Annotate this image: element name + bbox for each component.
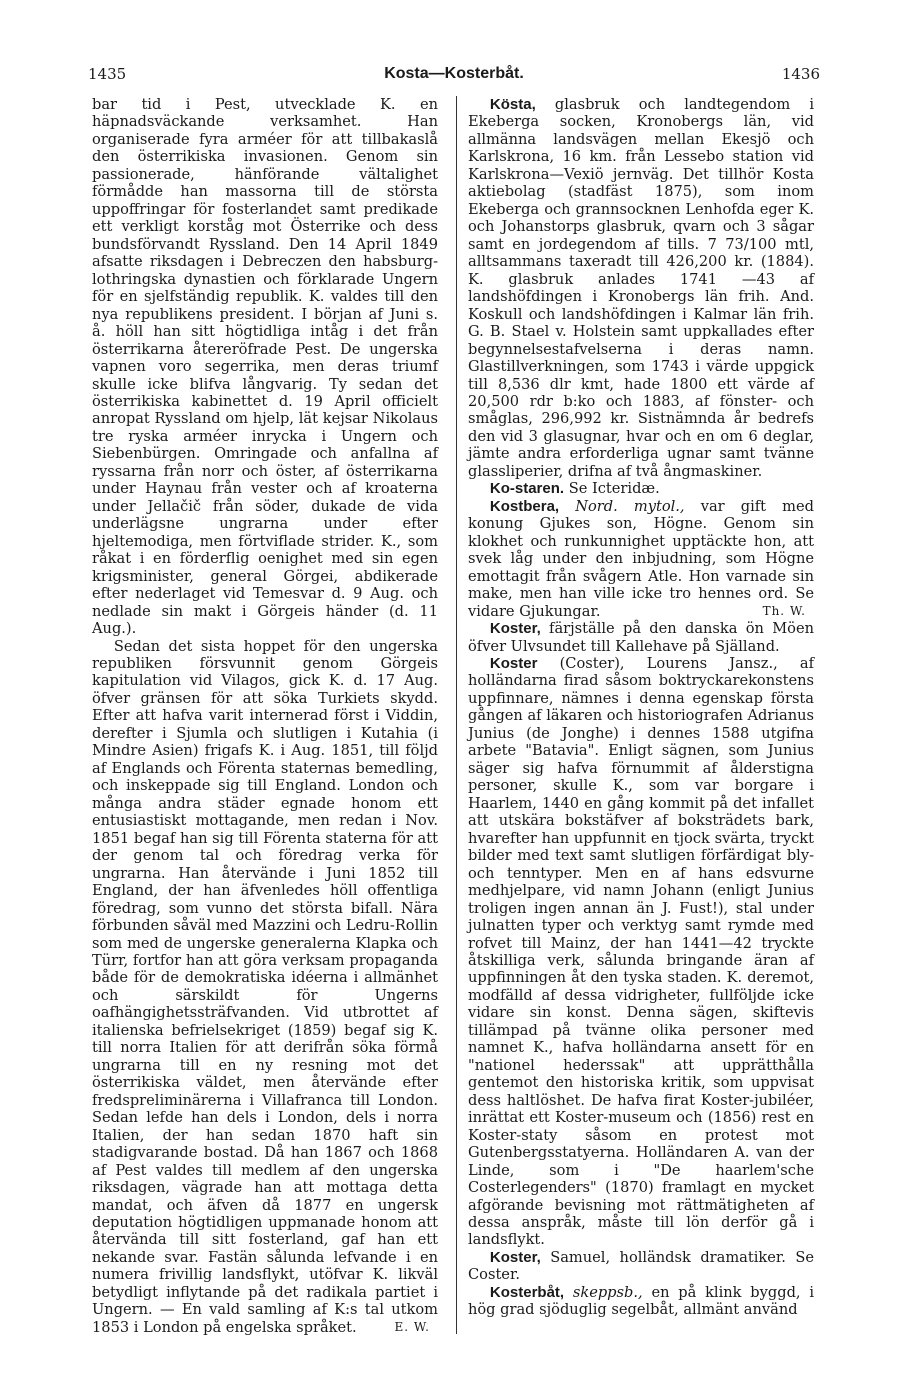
entry-text: Se Icteridæ. bbox=[568, 480, 660, 498]
entry-headword: Koster, bbox=[489, 1248, 541, 1266]
running-title: Kosta—Kosterbåt. bbox=[384, 65, 524, 82]
paragraph-kossuth-continued: bar tid i Pest, utvecklade K. en häpnadsväckande verksamhet. Han organiserade fyra arméer för att tillbakaslå den österrikiska invasionen. Genom sin passionerade, hänförande vältalighet förmådde han massorna till de största uppoffringar för fosterlandet samt predikade ett verkligt korståg mot Österrike och dess bundsförvandt Ryssland. Den 14 April 1849 afsatte riksdagen i Debreczen den habsburg-lothringska dynastien och förklarade Ungern för en sjelfständig republik. K. valdes till den nya republikens president. I början af Juni s. å. höll han sitt högtidliga intåg i det från österrikarna återeröfrade Pest. De ungerska vapnen voro segerrika, men deras triumf skulle icke blifva långvarig. Ty sedan det österrikiska kabinettet d. 19 April officielt anropat Ryssland om hjelp, lät kejsar Nikolaus tre ryska arméer inrycka i Ungern och Siebenbürgen. Omringade och anfallna af ryssarna från norr och öster, af österrikarna under Haynau från vester och af kroaterna under Jellačič från söder, dukade de vida underlägsne ungrarna under efter hjeltemodiga, men förtviflade strider. K., som råkat i en förderflig oenighet med sin egen krigsminister, general Görgei, abdikerade efter nederlaget vid Temesvar d. 9 Aug. och nedlade sin makt i Görgeis händer (d. 11 Aug.). bbox=[92, 96, 438, 638]
entry-headword: Kosterbåt, bbox=[489, 1283, 565, 1301]
author-signature: Th. W. bbox=[762, 603, 806, 618]
entry-text: färjställe på den danska ön Möen öfver Ulvsundet till Kallehave på Själland. bbox=[468, 620, 814, 655]
entry-headword: Koster, bbox=[489, 620, 541, 638]
entry-kostbera bbox=[468, 498, 814, 620]
page-number-left: 1435 bbox=[88, 65, 127, 83]
entry-text: en på klink byggd, i hög grad sjöduglig segelbåt, allmänt använd bbox=[468, 1283, 815, 1319]
page-number-right: 1436 bbox=[781, 65, 820, 83]
entry-category: Nord. mytol., bbox=[575, 497, 685, 515]
entry-text: glasbruk och landtegendom i Ekeberga socken, Kronobergs län, vid allmänna landsvägen mellan Ekesjö och Karlskrona, 16 km. från Lessebo station vid Karlskrona—Vexiö jernväg. Det tillhör Kosta aktiebolag (stadfäst 1875), som inom Ekeberga och grannsocknen Lenhofda eger K. och Johanstorps glasbruk, qvarn och 3 sågar samt en jordegendom af tills. 7 73/100 mtl, alltsammans taxeradt till 426,200 kr. (1884). K. glasbruk anlades 1741 —43 af landshöfdingen i Kronobergs län frih. And. Koskull och landshöfdingen i Kalmar län frih. G. B. Stael v. Holstein samt uppkallades efter begynnelsestafvelserna i deras namn. Glastillverkningen, som 1743 i värde uppgick till 8,536 dlr kmt, hade 1800 ett värde af 20,500 rdr b:ko och 1883, af fönster- och småglas, 296,992 kr. Sistnämnda år bedrefs den vid 3 glasugnar, hvar och en om 6 deglar, jämte andra erforderliga ugnar samt tvänne glassliperier, drifna af två ångmaskiner. bbox=[468, 96, 814, 480]
entry-ko-staren bbox=[468, 480, 814, 497]
column-divider bbox=[456, 96, 457, 1334]
right-column bbox=[468, 96, 814, 1319]
entry-koster-lourens bbox=[468, 655, 814, 1249]
author-signature: E. W. bbox=[394, 1319, 430, 1334]
left-column bbox=[92, 96, 438, 1336]
entry-headword: Kösta, bbox=[489, 96, 536, 113]
entry-koster-ferry bbox=[468, 620, 814, 655]
paragraph-text: Sedan det sista hoppet för den ungerska republiken försvunnit genom Görgeis kapitulation vid Vilagos, gick K. d. 17 Aug. öfver gränsen för att söka Turkiets skydd. Efter att hafva varit internerad först i Viddin, derefter i Sjumla och slutligen i Kutahia (i Mindre Asien) frigafs K. i Aug. 1851, till följd af Englands och Förenta staternas bemedling, och inskeppade sig till England. London och många andra städer egnade honom ett entusiastiskt mottagande, men redan i Nov. 1851 begaf han sig till Förenta staterna för att der genom tal och föredrag verka för ungrarna. Han återvände i Juni 1852 till England, der han äfvenledes höll offentliga föredrag, som vunno det största bifall. Nära förbunden såväl med Mazzini och Ledru-Rollin som med de ungerske generalerna Klapka och Türr, fortfor han att göra verksam propaganda både för de demokratiska idéerna i allmänhet och särskildt för Ungerns oafhängighetssträfvanden. Vid utbrottet af italienska befrielsekriget (1859) begaf sig K. till norra Italien för att derifrån söka förmå ungrarna till en ny resning mot det österrikiska väldet, men återvände efter fredspreliminärerna i Villafranca till London. Sedan lefde han dels i London, dels i norra Italien, der han sedan 1870 haft sin stadigvarande bostad. Då han 1867 och 1868 af Pest valdes till medlem af den ungerska riksdagen, vägrade han att mottaga detta mandat, och äfven då 1877 en ungersk deputation högtidligen uppmanade honom att återvända till sitt fosterland, gaf han ett nekande svar. Fastän sålunda lefvande i en numera frivillig landsflykt, utöfvar K. likväl betydligt inflytande på det radikala partiet i Ungern. — En vald samling af K:s tal utkom 1853 i London på engelska språket. bbox=[92, 637, 438, 1336]
entry-category: skeppsb., bbox=[572, 1283, 643, 1301]
entry-headword: Koster bbox=[489, 655, 538, 672]
entry-text: Samuel, holländsk dramatiker. Se Coster. bbox=[468, 1248, 814, 1284]
entry-headword: Kostbera, bbox=[489, 497, 560, 515]
page-header bbox=[88, 64, 820, 88]
entry-text: var gift med konung Gjukes son, Högne. Genom sin klokhet och runkunnighet upptäckte hon, att svek låg under den inbjudning, som Högne emottagit från svågern Atle. Hon varnade sin make, men han ville icke tro hennes ord. Se vidare Gjukungar. bbox=[468, 497, 814, 620]
paragraph-kossuth-exile bbox=[92, 638, 438, 1337]
entry-kosterbat bbox=[468, 1284, 814, 1319]
entry-headword: Ko-staren. bbox=[489, 480, 565, 498]
entry-koster-samuel bbox=[468, 1249, 814, 1284]
entry-kosta bbox=[468, 96, 814, 480]
entry-text: (Coster), Lourens Jansz., af holländarna firad såsom boktryckarekonstens uppfinnare, nämnes i denna egenskap första gången af läkaren och historiografen Adrianus Junius (de Jonghe) i dennes 1588 utgifna arbete "Batavia". Enligt sägnen, som Junius säger sig hafva förnummit af ålderstigna personer, skulle K., som var borgare i Haarlem, 1440 en gång kommit på det infallet att utskära bokstäfver af boksträdets bark, hvarefter han uppfunnit en tjock svärta, tryckt bilder med text samt slutligen förfärdigat bly- och tenntyper. Men en af hans edsvurne medhjelpare, vid namn Johann (enligt Junius troligen ingen annan än J. Fust!), stal under julnatten typer och verktyg samt rymde med rofvet till Mainz, der han 1441—42 tryckte åtskilliga verk, sålunda bringande äran af uppfinningen åt den tyska staden. K. deremot, modfälld af dessa vidrigheter, fullföljde icke vidare sin konst. Denna sägen, skiftevis tillämpad på tvänne olika personer med namnet K., hafva holländarna ansett för en "nationel hederssak" att upprätthålla gentemot den historiska kritik, som uppvisat dess haltlöshet. De hafva firat Koster-jubiléer, inrättat ett Koster-museum och (1856) rest en Koster-staty såsom en protest mot Gutenbergsstatyerna. Holländaren A. van der Linde, som i "De haarlem'sche Costerlegenders" (1870) framlagt en mycket afgörande bevisning mot rättmätigheten af dessa anspråk, måste till lön derför gå i landsflykt. bbox=[468, 655, 815, 1249]
